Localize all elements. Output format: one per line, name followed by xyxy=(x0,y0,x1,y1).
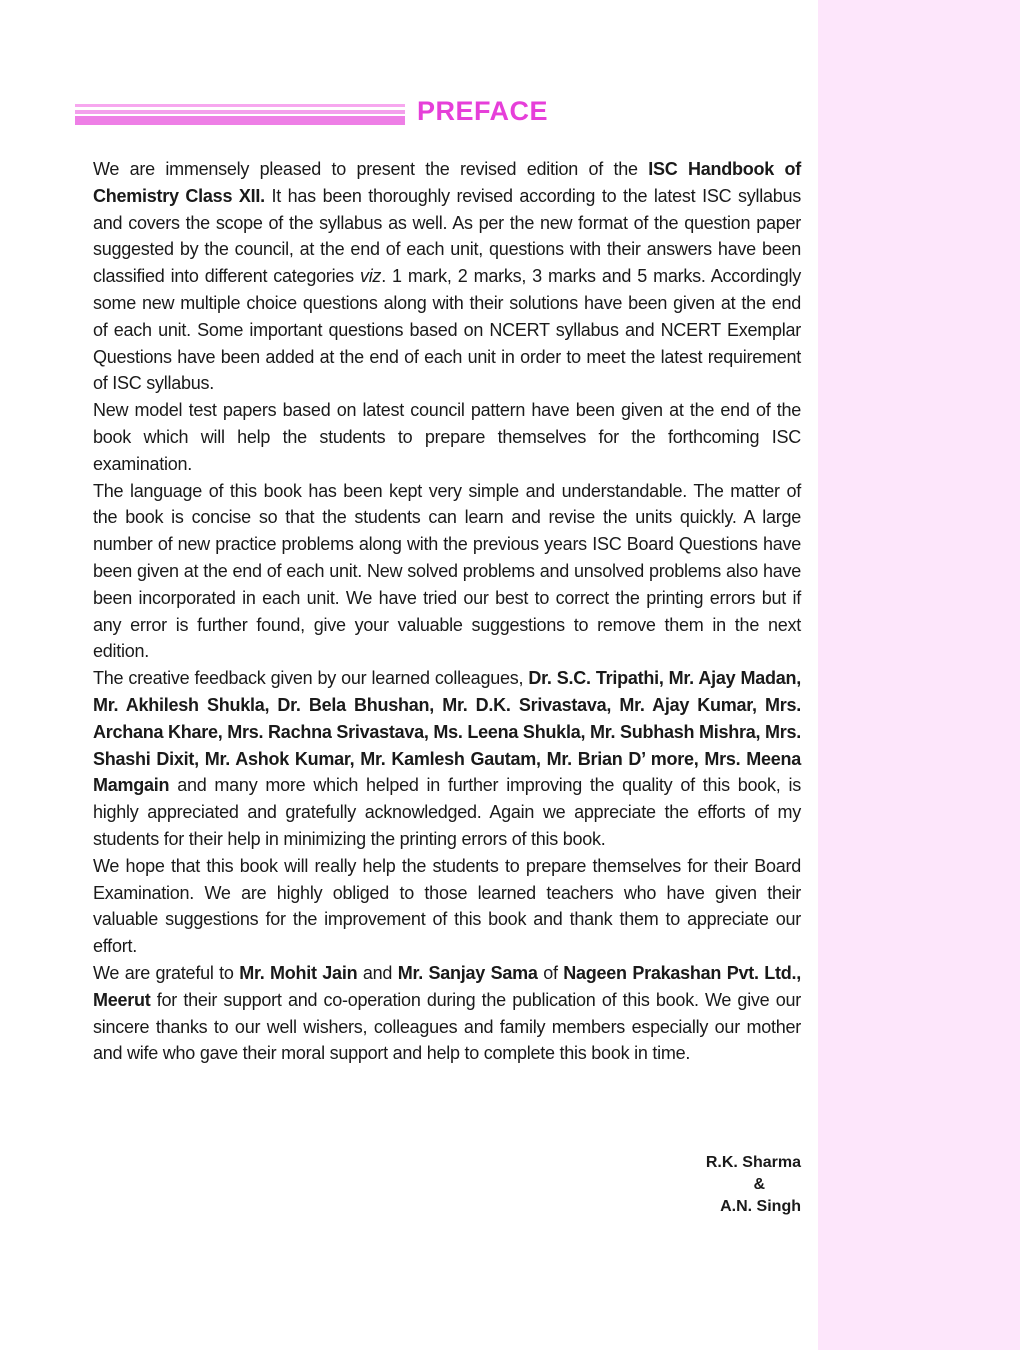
preface-paragraph xyxy=(93,478,801,666)
title-decorative-bar xyxy=(75,104,405,126)
page-title: PREFACE xyxy=(417,96,549,126)
bold-text: ISC Handbook of Chemistry Class XII. xyxy=(93,159,801,206)
author-separator: & xyxy=(753,1176,765,1193)
preface-paragraph xyxy=(93,960,801,1067)
preface-paragraph xyxy=(93,665,801,853)
text-run: We are immensely pleased to present the revised edition of the xyxy=(93,159,649,179)
text-run: New model test papers based on latest council pattern have been given at the end of the book which will help the students to prepare themselves for the forthcoming ISC examination. xyxy=(93,400,801,474)
text-run: . 1 mark, 2 marks, 3 marks and 5 marks. Accordingly some new multiple choice questions along with their solutions have been given at the end of each unit. Some important questions based on NCERT syllabus and NCERT Exemplar Questions have been added at the end of each unit in order to meet the latest requirement of ISC syllabus. xyxy=(93,266,801,394)
author-name-1: R.K. Sharma xyxy=(705,1154,801,1171)
text-run: for their support and co-operation during the publication of this book. We give our sincere thanks to our well wishers, colleagues and family members especially our mother and wife who gave their moral support and help to complete this book in time. xyxy=(93,989,801,1064)
preface-paragraph xyxy=(93,397,801,477)
side-margin-band xyxy=(818,0,1020,1350)
text-run: We are grateful to xyxy=(93,962,240,983)
text-run: The language of this book has been kept very simple and understandable. The matter of the book is concise so that the students can learn and revise the units quickly. A large number of new practice problems along with the previous years ISC Board Questions have been given at the end of each unit. New solved problems and unsolved problems also have been incorporated in each unit. We have tried our best to correct the printing errors but if any error is further found, give your valuable suggestions to remove them in the next edition. xyxy=(93,480,801,662)
text-run: of xyxy=(537,962,564,983)
bold-text: Dr. S.C. Tripathi, Mr. Ajay Madan, Mr. Akhilesh Shukla, Dr. Bela Bhushan, Mr. D.K. Srivastava, Mr. Ajay Kumar, Mrs. Archana Khare, Mrs. Rachna Srivastava, Ms. Leena Shukla, Mr. Subhash Mishra, Mrs. Shashi Dixit, Mr. Ashok Kumar, Mr. Kamlesh Gautam, Mr. Brian D’ more, Mrs. Meena Mamgain xyxy=(93,668,802,796)
text-run: and many more which helped in further improving the quality of this book, is highly appreciated and gratefully acknowledged. Again we appreciate the efforts of my students for their help in minimizing the printing errors of this book. xyxy=(93,775,801,849)
text-run: and xyxy=(357,962,398,983)
text-run: We hope that this book will really help the students to prepare themselves for their Board Examination. We are highly obliged to those learned teachers who have given their valuable suggestions for the improvement of this book and thank them to appreciate our effort. xyxy=(93,855,801,957)
preface-body xyxy=(93,156,801,1067)
bold-text: Mr. Mohit Jain xyxy=(239,962,358,983)
italic-text: viz xyxy=(359,266,382,287)
preface-paragraph xyxy=(93,853,801,960)
bold-text: Nageen Prakashan Pvt. Ltd., Meerut xyxy=(93,962,801,1010)
author-name-2: A.N. Singh xyxy=(720,1198,801,1215)
text-run: It has been thoroughly revised according to the latest ISC syllabus and covers the scope of the syllabus as well. As per the new format of the question paper suggested by the council, at the end of each unit, questions with their answers have been classified into different categories xyxy=(93,185,801,287)
signature-block xyxy=(620,1152,801,1218)
preface-paragraph xyxy=(93,156,801,397)
text-run: The creative feedback given by our learned colleagues, xyxy=(93,668,529,689)
bold-text: Mr. Sanjay Sama xyxy=(397,962,538,983)
